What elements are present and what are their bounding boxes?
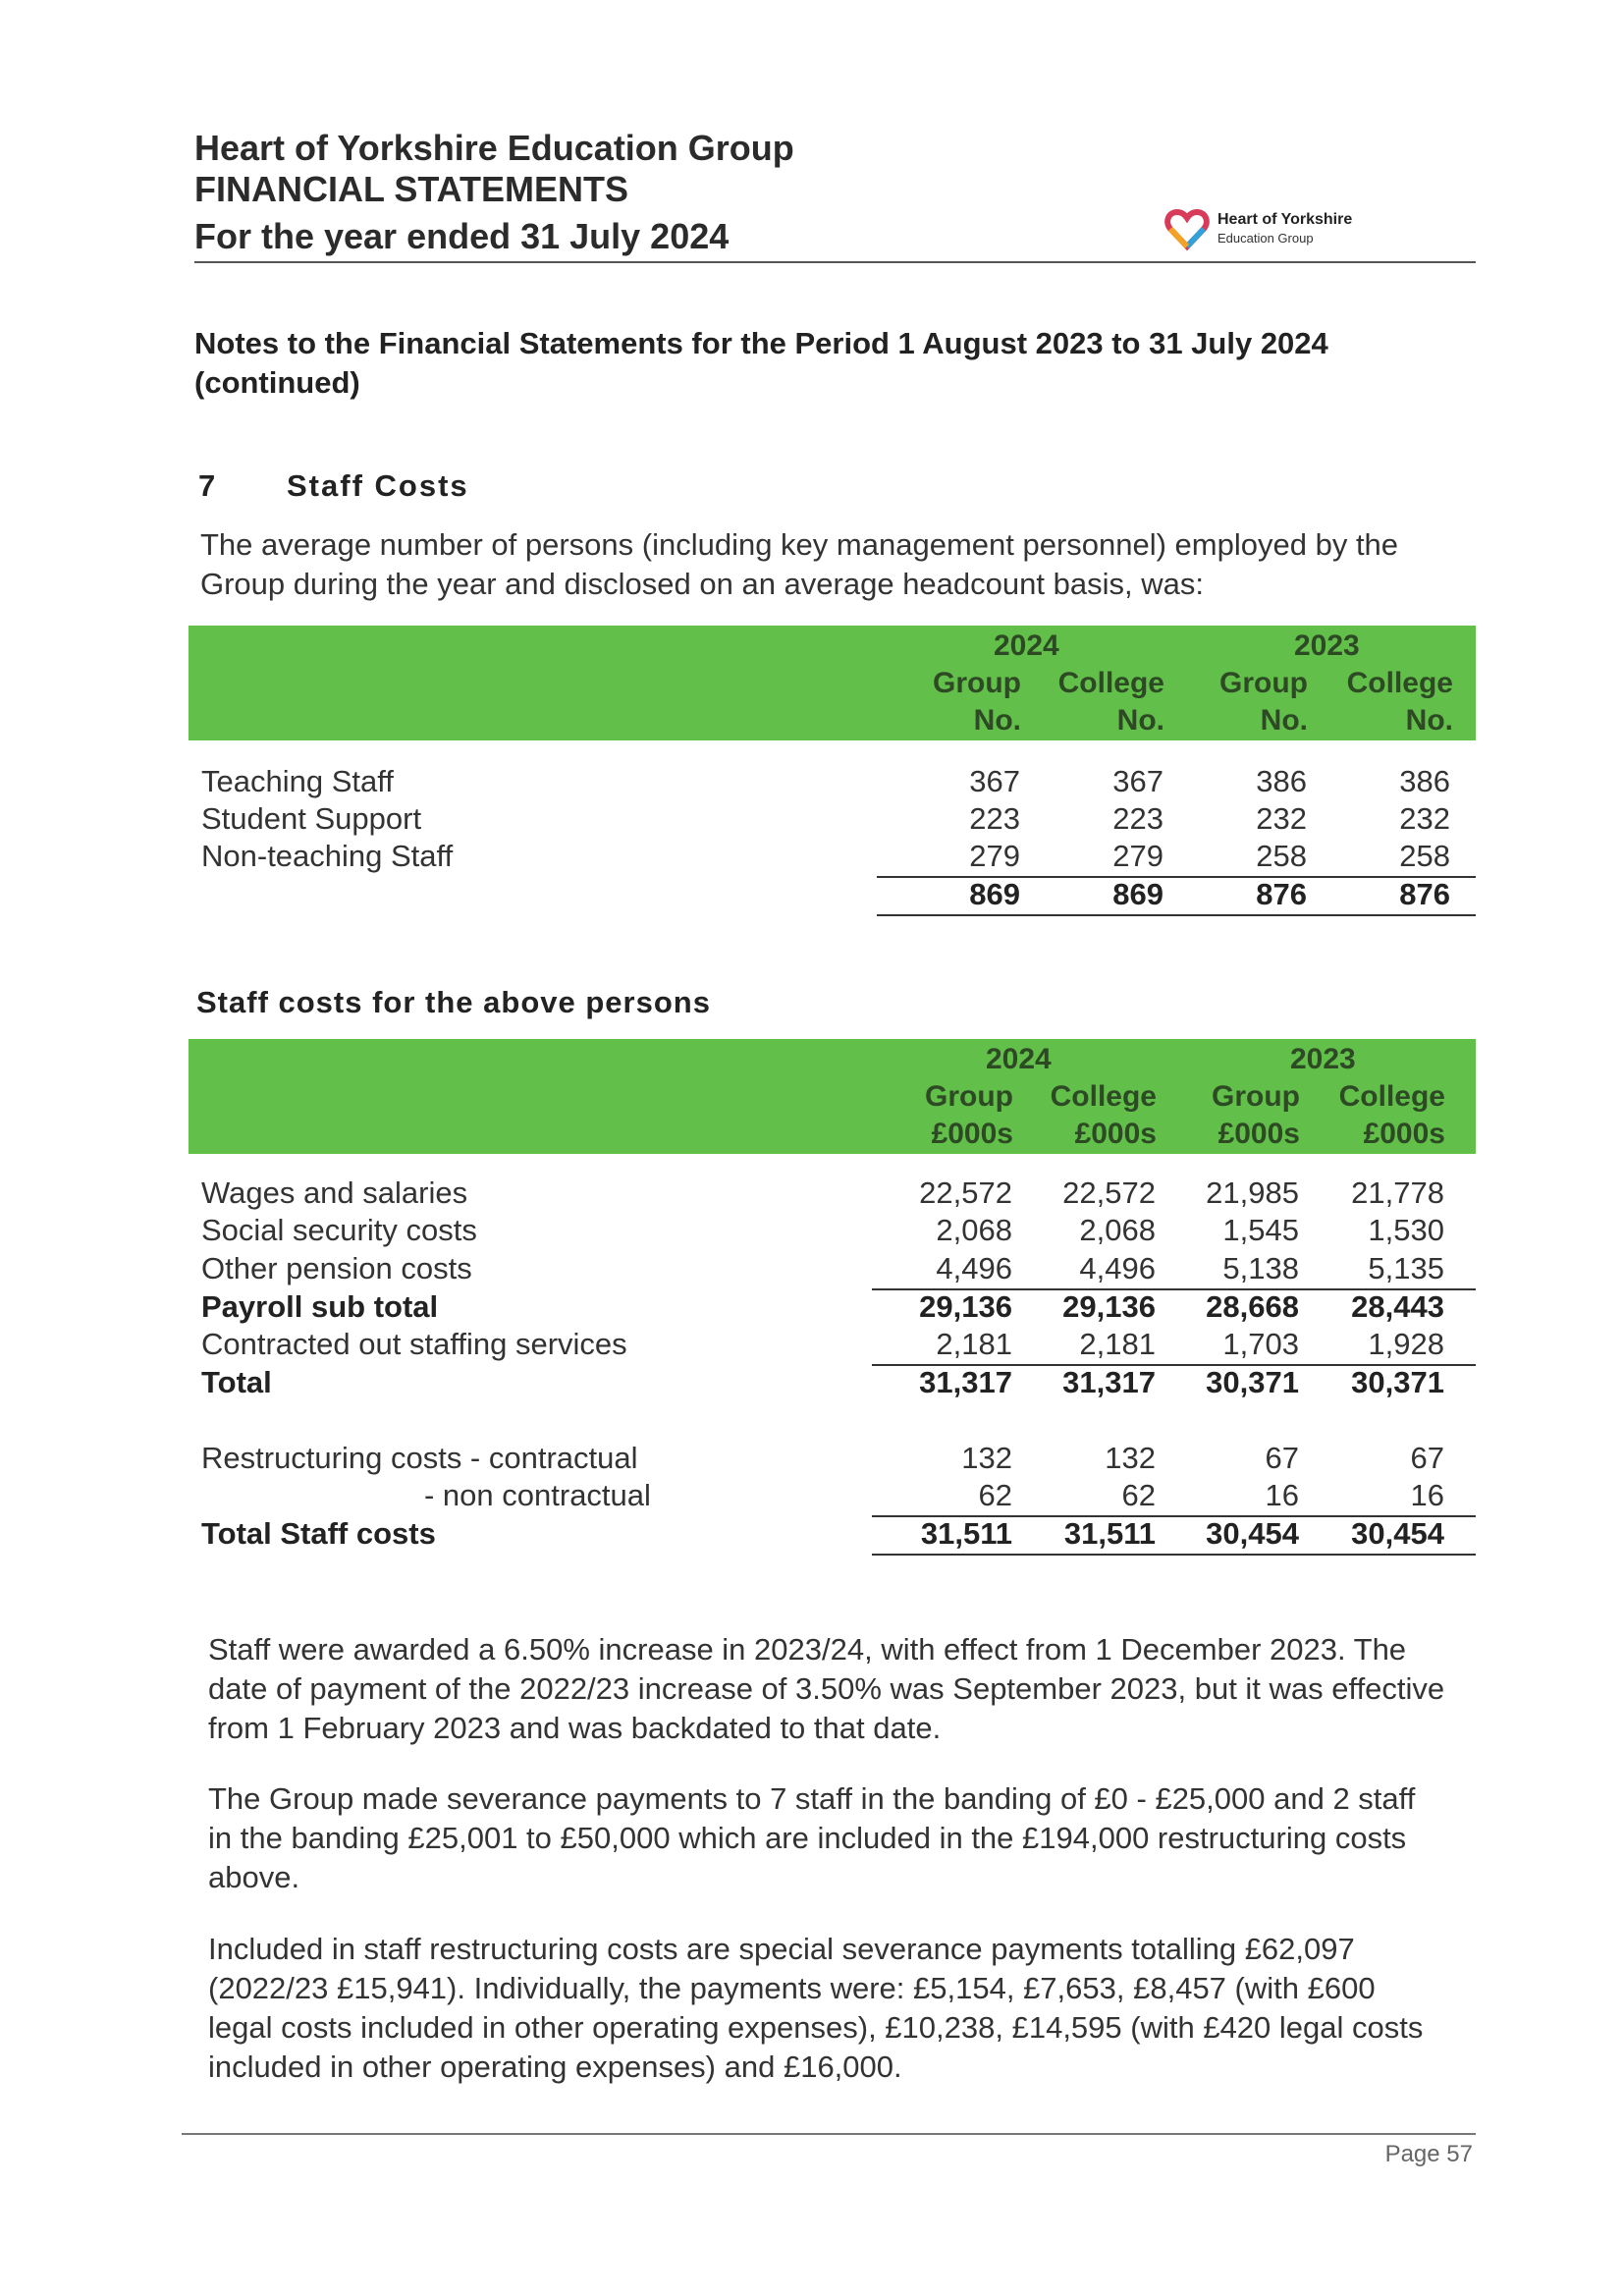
table2-col4-l2: £000s [1363,1118,1445,1150]
notes-title-line2: (continued) [194,365,360,400]
table-row [201,1515,1478,1553]
cell: 22,572 [1062,1175,1156,1210]
cell: 1,928 [1368,1327,1444,1361]
cell: 232 [1256,801,1307,836]
cell: 22,572 [919,1175,1012,1210]
table2-col1-l2: £000s [931,1118,1013,1150]
table-row [201,838,1478,875]
table1-year-2024: 2024 [994,629,1059,662]
cell: 367 [1112,764,1163,798]
header-divider [194,261,1476,263]
para-line: legal costs included in other operating expenses), £10,238, £14,595 (with £420 legal costs [208,2010,1424,2045]
table1-col3-l1: Group [1219,667,1308,699]
cell: 258 [1399,839,1450,873]
cell: 386 [1256,764,1307,798]
cell: 30,371 [1351,1365,1444,1399]
document-title: FINANCIAL STATEMENTS [194,169,628,209]
cell: 876 [1399,877,1450,911]
table1-col1-l2: No. [973,704,1021,737]
table2-col1-l1: Group [925,1080,1013,1113]
notes-title [194,324,1422,403]
intro-line2: Group during the year and disclosed on an average headcount basis, was: [200,567,1204,601]
intro-line1: The average number of persons (including key management personnel) employed by the [200,527,1399,562]
row-label: Wages and salaries [201,1175,468,1210]
heart-logo-icon [1164,207,1210,252]
cell: 279 [969,839,1020,873]
cell: 876 [1256,877,1307,911]
para-line: date of payment of the 2022/23 increase of 3.50% was September 2023, but it was effective [208,1671,1445,1706]
cell: 31,511 [1063,1516,1156,1551]
para-line: Staff were awarded a 6.50% increase in 2023/24, with effect from 1 December 2023. The [208,1632,1407,1667]
org-name: Heart of Yorkshire Education Group [194,128,794,168]
cell: 223 [1112,801,1163,836]
cell: 869 [1112,877,1163,911]
cell: 28,668 [1206,1289,1299,1324]
row-label: Payroll sub total [201,1289,439,1324]
row-label: Restructuring costs - contractual [201,1441,638,1475]
table-row [201,1440,1478,1477]
cell: 2,181 [936,1327,1012,1361]
table1-col4-l1: College [1346,667,1453,699]
cell: 62 [978,1478,1012,1512]
cell: 232 [1399,801,1450,836]
cell: 28,443 [1351,1289,1444,1324]
table2-year-2023: 2023 [1290,1043,1356,1075]
para-line: in the banding £25,001 to £50,000 which are included in the £194,000 restructuring costs [208,1821,1407,1855]
row-label: - non contractual [424,1478,651,1512]
table1-col3-l2: No. [1260,704,1308,737]
cell: 1,545 [1222,1213,1299,1247]
cell: 2,068 [936,1213,1012,1247]
logo-line2: Education Group [1217,231,1314,246]
cell: 30,371 [1206,1365,1299,1399]
table1-header [189,626,1476,740]
cell: 2,068 [1079,1213,1156,1247]
section-number: 7 [198,468,216,503]
cell: 21,985 [1206,1175,1299,1210]
staff-costs-subheading: Staff costs for the above persons [196,985,711,1019]
para-line: included in other operating expenses) and £16,000. [208,2050,902,2084]
cell: 30,454 [1206,1516,1299,1551]
cell: 16 [1265,1478,1299,1512]
cell: 5,135 [1368,1251,1444,1285]
period-title: For the year ended 31 July 2024 [194,216,730,256]
special-severance-paragraph [208,1930,1423,2087]
notes-title-line1: Notes to the Financial Statements for the Period 1 August 2023 to 31 July 2024 [194,326,1328,360]
row-label: Contracted out staffing services [201,1327,627,1361]
cell: 258 [1256,839,1307,873]
severance-paragraph [208,1779,1415,1897]
table2-col2-l2: £000s [1074,1118,1157,1150]
table1-col2-l2: No. [1116,704,1164,737]
table2-col3-l1: Group [1212,1080,1300,1113]
page-number: Page 57 [1384,2141,1473,2167]
cell: 386 [1399,764,1450,798]
row-label: Non-teaching Staff [201,839,454,873]
table-row [201,800,1478,838]
table2-year-2024: 2024 [986,1043,1052,1075]
cell: 1,703 [1222,1327,1299,1361]
table1-col4-l2: No. [1405,704,1453,737]
cell: 16 [1410,1478,1444,1512]
cell: 67 [1265,1441,1299,1475]
para-line: Included in staff restructuring costs are special severance payments totalling £62,097 [208,1932,1355,1966]
table2-col2-l1: College [1050,1080,1157,1113]
cell: 132 [1105,1441,1156,1475]
table-row [201,1364,1478,1401]
table1-col2-l1: College [1057,667,1164,699]
cell: 2,181 [1079,1327,1156,1361]
table1-year-2023: 2023 [1294,629,1360,662]
intro-text [200,525,1398,604]
table-row [201,1212,1478,1249]
total-staff-rule-bottom [872,1554,1476,1556]
cell: 869 [969,877,1020,911]
table-row [201,1288,1478,1326]
pay-award-paragraph [208,1630,1444,1748]
row-label: Teaching Staff [201,764,394,798]
cell: 367 [969,764,1020,798]
cell: 31,317 [919,1365,1012,1399]
cell: 132 [961,1441,1012,1475]
row-label: Total Staff costs [201,1516,436,1551]
para-line: above. [208,1860,300,1894]
cell: 31,317 [1062,1365,1156,1399]
table-row [201,1250,1478,1287]
para-line: (2022/23 £15,941). Individually, the payments were: £5,154, £7,653, £8,457 (with £600 [208,1971,1376,2005]
cell: 4,496 [1079,1251,1156,1285]
row-label: Other pension costs [201,1251,472,1285]
table1-col1-l1: Group [933,667,1021,699]
cell: 279 [1112,839,1163,873]
cell: 4,496 [936,1251,1012,1285]
cell: 29,136 [1062,1289,1156,1324]
cell: 21,778 [1351,1175,1444,1210]
cell: 30,454 [1351,1516,1444,1551]
section-title: Staff Costs [287,468,469,503]
cell: 29,136 [919,1289,1012,1324]
logo-line1: Heart of Yorkshire [1217,211,1353,228]
table2-header [189,1039,1476,1154]
para-line: The Group made severance payments to 7 staff in the banding of £0 - £25,000 and 2 staff [208,1781,1416,1816]
table-row [201,1326,1478,1363]
para-line: from 1 February 2023 and was backdated to that date. [208,1711,942,1745]
table-row [201,763,1478,800]
table2-col3-l2: £000s [1217,1118,1300,1150]
cell: 67 [1410,1441,1444,1475]
cell: 31,511 [920,1516,1012,1551]
table-row [201,1477,1478,1514]
row-label: Student Support [201,801,422,836]
cell: 1,530 [1368,1213,1444,1247]
row-label: Total [201,1365,272,1399]
row-label: Social security costs [201,1213,477,1247]
table2-col4-l1: College [1338,1080,1445,1113]
table1-total-row [201,876,1478,913]
logo [1164,205,1390,254]
table1-total-rule-bottom [877,914,1476,916]
cell: 223 [969,801,1020,836]
cell: 5,138 [1222,1251,1299,1285]
table-row [201,1175,1478,1212]
cell: 62 [1121,1478,1156,1512]
footer-divider [182,2133,1476,2135]
